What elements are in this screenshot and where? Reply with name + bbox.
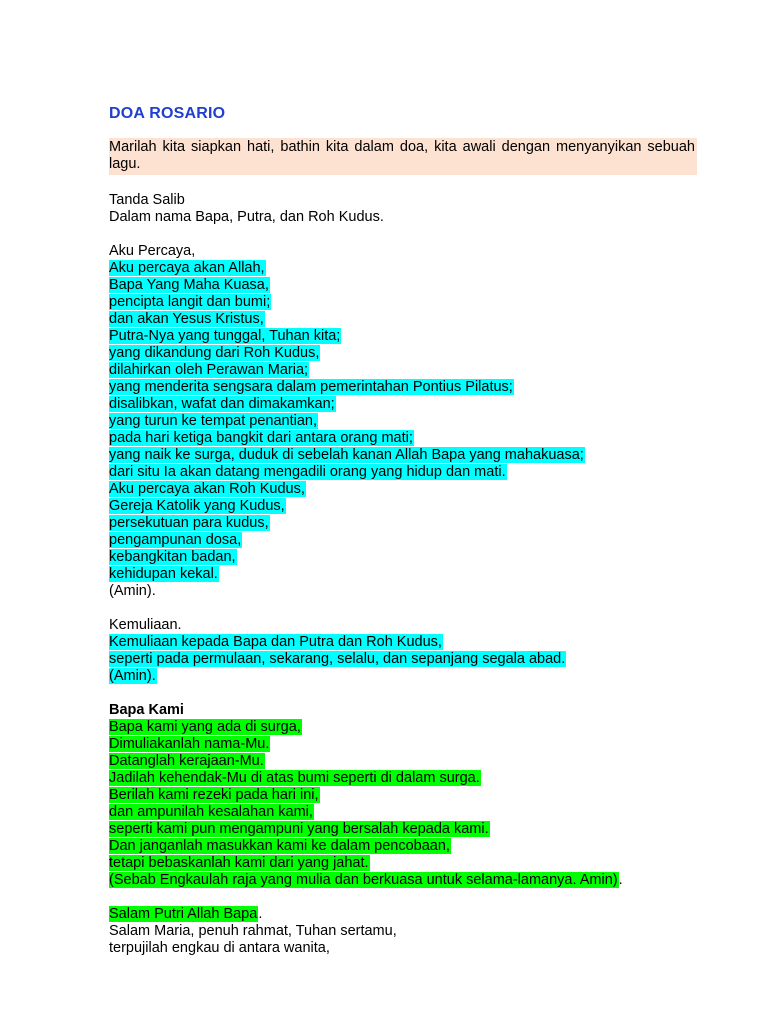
bapa-kami-lines: [109, 719, 697, 889]
aku-percaya-line: [109, 379, 697, 396]
bapa-kami-text: Dan janganlah masukkan kami ke dalam pencobaan,: [109, 838, 450, 854]
aku-percaya-text: pada hari ketiga bangkit dari antara orang mati;: [109, 430, 413, 446]
bapa-kami-text: Bapa kami yang ada di surga,: [109, 719, 301, 735]
kemuliaan-line: [109, 668, 697, 685]
aku-percaya-text: dari situ Ia akan datang mengadili orang yang hidup dan mati.: [109, 464, 506, 480]
salam-maria-heading-line: [109, 906, 697, 923]
aku-percaya-line: [109, 566, 697, 583]
bapa-kami-text: Datanglah kerajaan-Mu.: [109, 753, 264, 769]
kemuliaan-heading: Kemuliaan.: [109, 617, 182, 633]
tanda-salib-heading: Tanda Salib: [109, 192, 185, 208]
kemuliaan-line: [109, 651, 697, 668]
aku-percaya-text: Aku percaya akan Allah,: [109, 260, 265, 276]
aku-percaya-line: [109, 498, 697, 515]
aku-percaya-text: yang menderita sengsara dalam pemerintahan Pontius Pilatus;: [109, 379, 513, 395]
salam-maria-text: terpujilah engkau di antara wanita,: [109, 940, 330, 956]
bapa-kami-line: [109, 804, 697, 821]
bapa-kami-line: [109, 719, 697, 736]
bapa-kami-heading: Bapa Kami: [109, 702, 184, 718]
aku-percaya-line: [109, 260, 697, 277]
aku-percaya-amen: (Amin).: [109, 583, 156, 599]
aku-percaya-line: [109, 549, 697, 566]
aku-percaya-line: [109, 345, 697, 362]
aku-percaya-section: [109, 243, 697, 600]
aku-percaya-text: yang dikandung dari Roh Kudus,: [109, 345, 320, 361]
bapa-kami-text: dan ampunilah kesalahan kami,: [109, 804, 313, 820]
kemuliaan-lines: [109, 634, 697, 685]
bapa-kami-text: Berilah kami rezeki pada hari ini,: [109, 787, 319, 803]
aku-percaya-text: disalibkan, wafat dan dimakamkan;: [109, 396, 335, 412]
bapa-kami-line: [109, 753, 697, 770]
kemuliaan-text: Kemuliaan kepada Bapa dan Putra dan Roh Kudus,: [109, 634, 442, 650]
bapa-kami-text: (Sebab Engkaulah raja yang mulia dan berkuasa untuk selama-lamanya. Amin): [109, 872, 618, 888]
aku-percaya-line: [109, 464, 697, 481]
aku-percaya-text: yang turun ke tempat penantian,: [109, 413, 317, 429]
aku-percaya-line: [109, 532, 697, 549]
kemuliaan-text: seperti pada permulaan, sekarang, selalu, dan sepanjang segala abad.: [109, 651, 566, 667]
tanda-salib-section: [109, 192, 697, 226]
aku-percaya-line: [109, 396, 697, 413]
aku-percaya-line: [109, 481, 697, 498]
aku-percaya-text: pencipta langit dan bumi;: [109, 294, 271, 310]
aku-percaya-text: kehidupan kekal.: [109, 566, 218, 582]
aku-percaya-line: [109, 328, 697, 345]
bapa-kami-line: [109, 855, 697, 872]
aku-percaya-text: persekutuan para kudus,: [109, 515, 269, 531]
aku-percaya-text: pengampunan dosa,: [109, 532, 242, 548]
salam-maria-heading-suffix: .: [258, 906, 263, 922]
aku-percaya-line: [109, 413, 697, 430]
aku-percaya-text: dilahirkan oleh Perawan Maria;: [109, 362, 309, 378]
aku-percaya-text: Putra-Nya yang tunggal, Tuhan kita;: [109, 328, 341, 344]
bapa-kami-suffix: .: [618, 872, 623, 888]
aku-percaya-line: [109, 447, 697, 464]
aku-percaya-line: [109, 362, 697, 379]
kemuliaan-section: [109, 617, 697, 685]
aku-percaya-line: [109, 515, 697, 532]
bapa-kami-text: Dimuliakanlah nama-Mu.: [109, 736, 270, 752]
bapa-kami-text: tetapi bebaskanlah kami dari yang jahat.: [109, 855, 369, 871]
salam-maria-line: [109, 923, 697, 940]
aku-percaya-lines: [109, 260, 697, 583]
salam-maria-heading: Salam Putri Allah Bapa: [109, 906, 258, 922]
aku-percaya-text: dan akan Yesus Kristus,: [109, 311, 264, 327]
tanda-salib-text: Dalam nama Bapa, Putra, dan Roh Kudus.: [109, 209, 384, 225]
aku-percaya-text: Bapa Yang Maha Kuasa,: [109, 277, 269, 293]
aku-percaya-line: [109, 311, 697, 328]
bapa-kami-line: [109, 838, 697, 855]
bapa-kami-line: [109, 872, 697, 889]
salam-maria-line: [109, 940, 697, 957]
kemuliaan-line: [109, 634, 697, 651]
aku-percaya-line: [109, 430, 697, 447]
bapa-kami-text: Jadilah kehendak-Mu di atas bumi seperti di dalam surga.: [109, 770, 480, 786]
document-page: [109, 104, 697, 957]
salam-maria-lines: [109, 923, 697, 957]
salam-maria-section: [109, 906, 697, 957]
bapa-kami-section: [109, 702, 697, 889]
aku-percaya-text: kebangkitan badan,: [109, 549, 236, 565]
intro-paragraph: Marilah kita siapkan hati, bathin kita dalam doa, kita awali dengan menyanyikan sebuah lagu.: [109, 138, 697, 175]
aku-percaya-line: [109, 277, 697, 294]
bapa-kami-line: [109, 770, 697, 787]
bapa-kami-text: seperti kami pun mengampuni yang bersalah kepada kami.: [109, 821, 489, 837]
aku-percaya-text: Aku percaya akan Roh Kudus,: [109, 481, 305, 497]
aku-percaya-text: yang naik ke surga, duduk di sebelah kanan Allah Bapa yang mahakuasa;: [109, 447, 584, 463]
aku-percaya-text: Gereja Katolik yang Kudus,: [109, 498, 285, 514]
document-title: DOA ROSARIO: [109, 105, 226, 122]
aku-percaya-heading: Aku Percaya,: [109, 243, 196, 259]
bapa-kami-line: [109, 787, 697, 804]
aku-percaya-line: [109, 294, 697, 311]
salam-maria-text: Salam Maria, penuh rahmat, Tuhan sertamu,: [109, 923, 397, 939]
bapa-kami-line: [109, 821, 697, 838]
kemuliaan-text: (Amin).: [109, 668, 156, 684]
bapa-kami-line: [109, 736, 697, 753]
